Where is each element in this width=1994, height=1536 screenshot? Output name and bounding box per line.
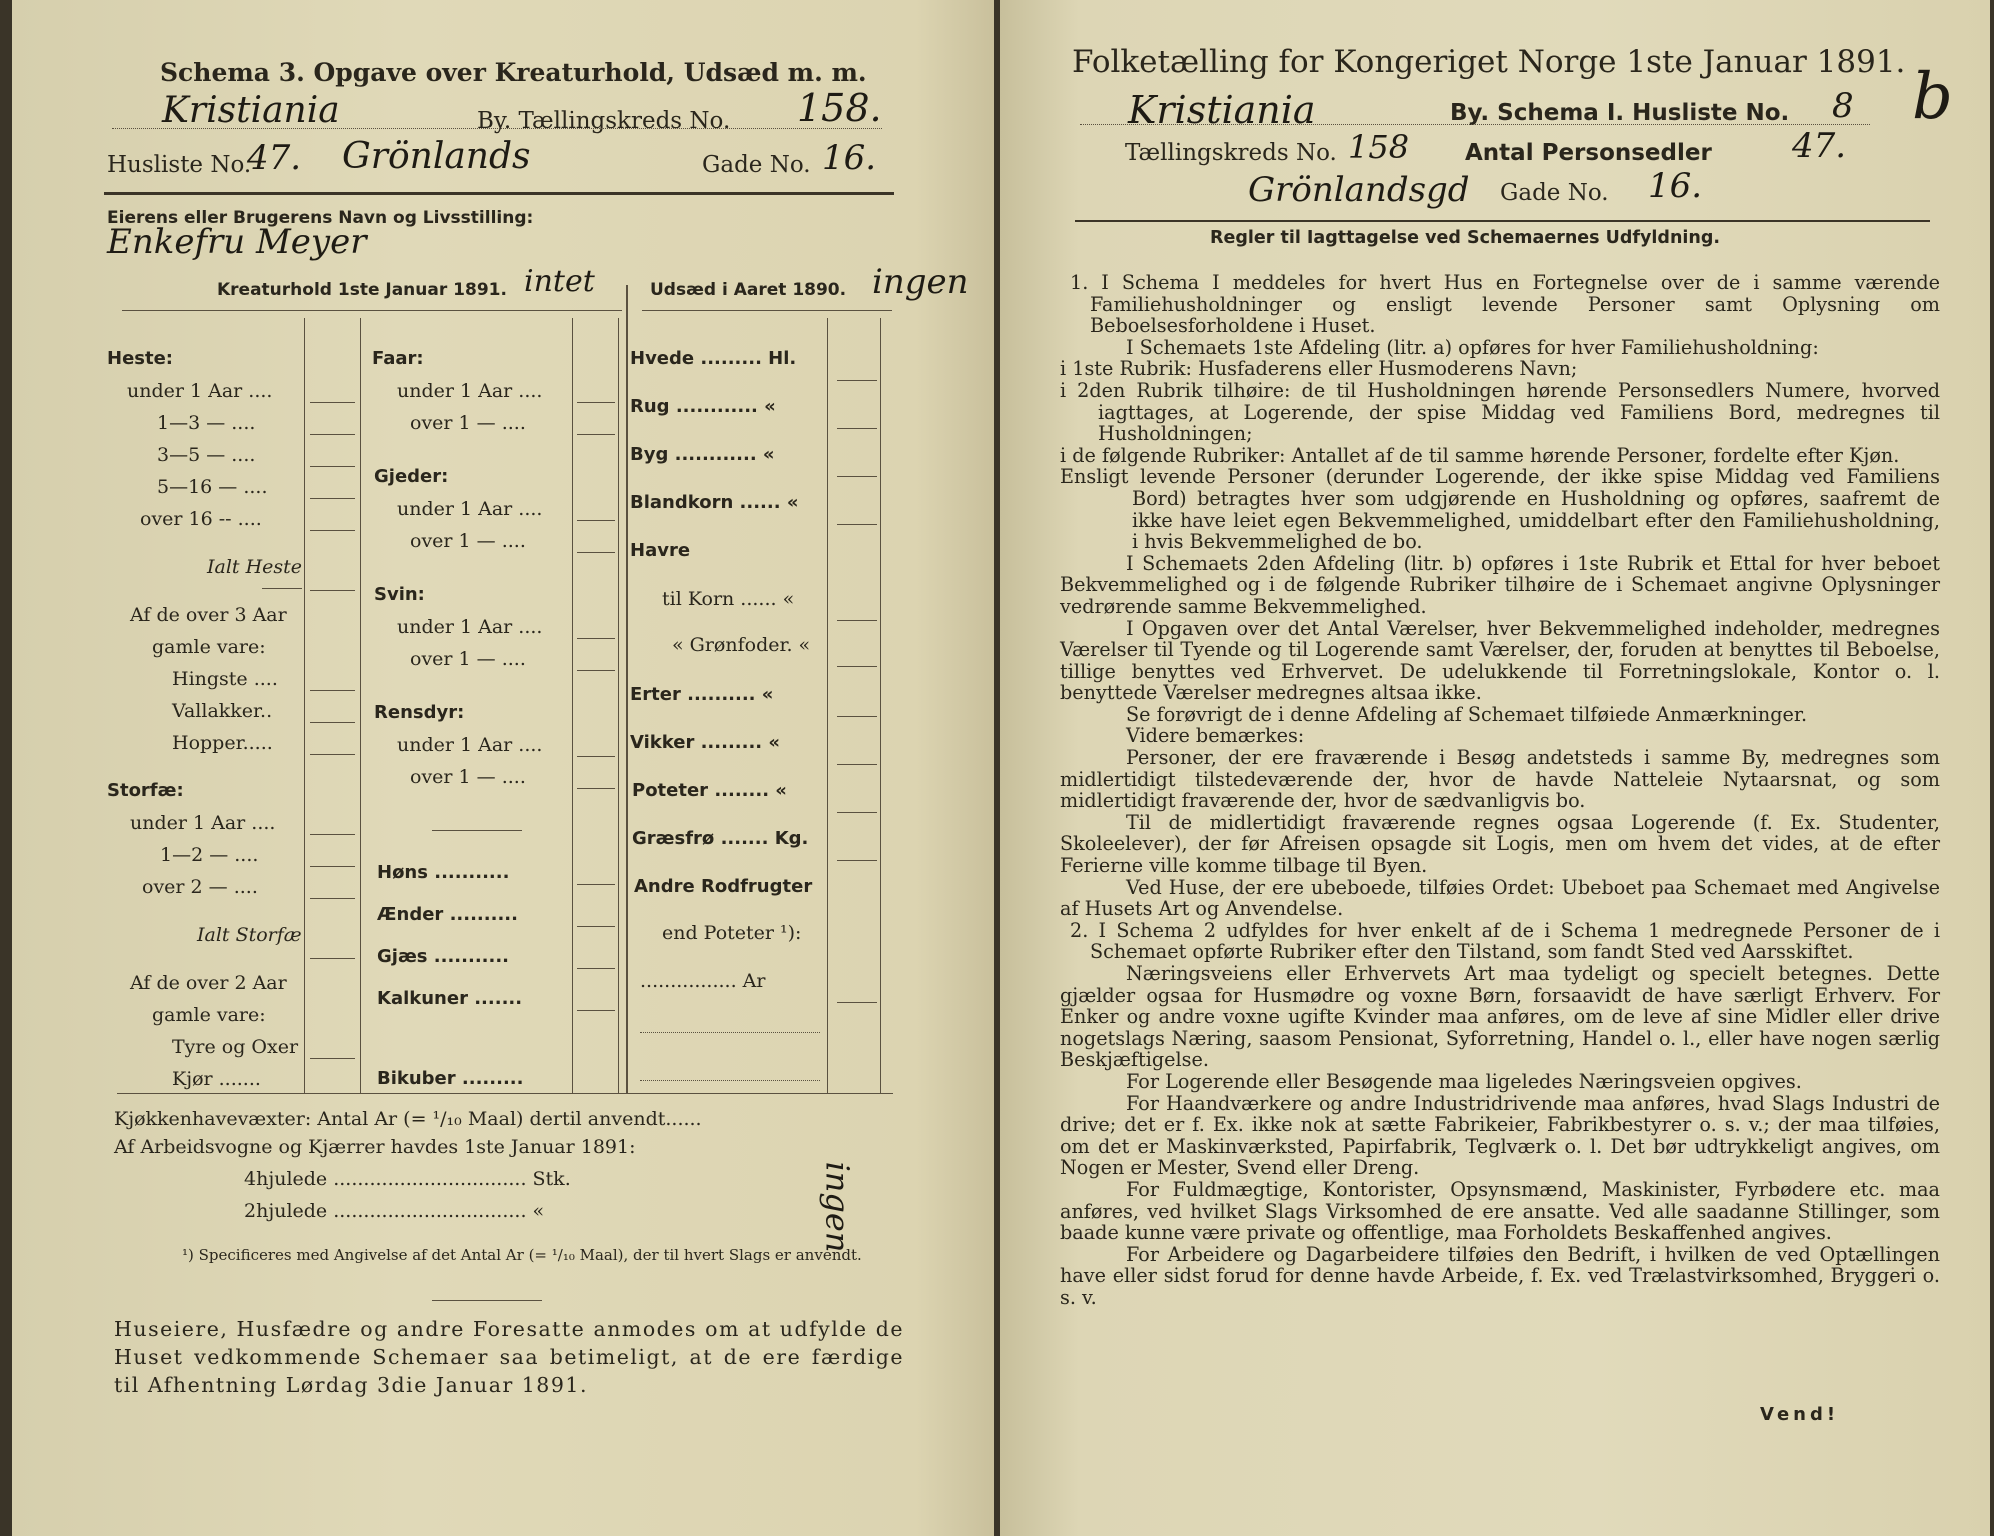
col1-row: 3—5 — .... (157, 444, 256, 466)
col1-row: over 2 — .... (142, 876, 258, 898)
vend-label: Vend! (1760, 1404, 1840, 1425)
answer-line (310, 530, 355, 531)
kreds-label: Tællingskreds No. (1125, 140, 1337, 166)
answer-line (837, 620, 877, 621)
street-handwritten: Grönlandsgd (1248, 170, 1470, 210)
kreds-handwritten: 158 (1348, 128, 1410, 166)
column-divider (304, 318, 305, 1093)
col2-row: Ænder .......... (377, 904, 518, 925)
answer-line (310, 590, 355, 591)
rule-paragraph: For Haandværkere og andre Industridrivende maa anføres, hvad Slags Industri de drive; det er f. Ex. ikke nok at sætte Fabrikeier, Fabrikbestyrer o. s. v.; der maa tilføies, om det er Maskinværksted, Papirfabrik, Teglværk o. l. Det bør udtrykkeligt angives, om Nogen er Mester, Svend eller Dreng. (1060, 1091, 1940, 1180)
rule-paragraph: Se forøvrigt de i denne Afdeling af Schemaet tilføiede Anmærkninger. (1126, 702, 1808, 726)
hjul4-line: 4hjulede ................................ Stk. (244, 1168, 571, 1190)
gade-label: Gade No. (702, 152, 811, 178)
sum-rule (432, 830, 522, 831)
answer-line (310, 1058, 355, 1059)
col3-row: Blandkorn ...... « (630, 492, 799, 513)
notice-text: Huseiere, Husfædre og andre Foresatte anmodes om at udfylde de Huset vedkommende Schemaer saa betimeligt, at de ere færdige til Afhentning Lørdag 3die Januar 1891. (114, 1317, 904, 1397)
answer-line (577, 1010, 615, 1011)
owner-label: Eierens eller Brugerens Navn og Livsstilling: (107, 208, 534, 228)
left-page (12, 0, 994, 1536)
col3-row: til Korn ...... « (662, 588, 795, 610)
answer-line (640, 1080, 820, 1081)
street-handwritten: Grönlands (342, 136, 531, 177)
col3-row: Rug ............ « (630, 396, 776, 417)
dotted-line (1080, 124, 1870, 125)
answer-line (310, 498, 355, 499)
col3-row: ................ Ar (640, 970, 766, 992)
col2-row: over 1 — .... (410, 412, 526, 434)
table-header-rule (642, 310, 892, 311)
rule-paragraph: For Logerende eller Besøgende maa ligeledes Næringsveien opgives. (1126, 1069, 1802, 1093)
answer-line (577, 434, 615, 435)
col3-row: « Grønfoder. « (672, 634, 811, 656)
answer-line (310, 434, 355, 435)
rule-paragraph: 1. I Schema I meddeles for hvert Hus en Fortegnelse over de i samme værende Familiehusholdninger og ensligt levende Personer samt Oplysning om Beboelsesforholdene i Huset. (1070, 271, 1940, 338)
kreaturhold-header: Kreaturhold 1ste Januar 1891. (217, 280, 507, 300)
corner-handwritten: b (1912, 60, 1953, 134)
rule-paragraph: I Schemaets 1ste Afdeling (litr. a) opføres for hver Familiehusholdning: (1126, 335, 1819, 359)
col1-row: Af de over 2 Aar (130, 972, 287, 994)
rule-paragraph: i 1ste Rubrik: Husfaderens eller Husmoderens Navn; (1060, 357, 1578, 381)
arbeidsvogne-line: Af Arbeidsvogne og Kjærrer havdes 1ste Januar 1891: (114, 1136, 636, 1158)
rule-paragraph: I Schemaets 2den Afdeling (litr. b) opføres i 1ste Rubrik et Ettal for hver beboet Bekvemmelighed og i de følgende Rubriker tilhøire de i Schemaet angivne Oplysninger vedrørende samme Bekvemmelighed. (1060, 551, 1940, 618)
answer-line (310, 958, 355, 959)
column-divider (618, 318, 619, 1093)
owner-handwritten: Enkefru Meyer (107, 222, 367, 262)
col1-row: 5—16 — .... (157, 476, 268, 498)
col1-row: under 1 Aar .... (130, 812, 276, 834)
rule-paragraph: Til de midlertidigt fraværende regnes ogsaa Logerende (f. Ex. Studenter, Skoleelever), der før Afreisen opsagde sit Logis, men om hvem det vides, at de efter Ferierne ville komme tilbage til Byen. (1060, 810, 1940, 878)
col2-row: under 1 Aar .... (397, 734, 543, 756)
answer-line (577, 552, 615, 553)
answer-line (837, 428, 877, 429)
header-rule (1075, 220, 1930, 222)
col2-row: over 1 — .... (410, 648, 526, 670)
rule-paragraph: For Arbeidere og Dagarbeidere tilføies den Bedrift, i hvilken de ved Optællingen have eller sidst forud for denne havde Arbeide, f. Ex. ved Trælastvirksomhed, Bryggeri o. s. v. (1060, 1242, 1940, 1309)
answer-line (640, 1032, 820, 1033)
col3-row: Vikker ......... « (630, 732, 781, 753)
col3-row: Byg ............ « (630, 444, 775, 465)
col3-row: Græsfrø ....... Kg. (632, 828, 809, 849)
rule-paragraph: Ensligt levende Personer (derunder Logerende, der ikke spise Middag ved Familiens Bord) betragtes hver som udgjørende en Husholdning og opføres, saafremt de ikke have leiet egen Bekvemmelighed, umiddelbart efter den Familiehusholdning, i hvis Bekvemmelighed de bo. (1060, 465, 1940, 554)
kreds-handwritten: 158. (797, 86, 882, 130)
kreaturhold-handwritten: intet (524, 264, 595, 299)
col2-row: under 1 Aar .... (397, 380, 543, 402)
col3-row: Hvede ......... Hl. (630, 348, 797, 369)
col2-row: Kalkuner ....... (377, 988, 523, 1009)
answer-line (577, 520, 615, 521)
col2-row: over 1 — .... (410, 530, 526, 552)
col1-row: Tyre og Oxer (172, 1036, 299, 1058)
husliste-label: Husliste No. (107, 152, 252, 178)
col1-row: 1—2 — .... (160, 844, 259, 866)
rule-paragraph: Næringsveiens eller Erhvervets Art maa tydeligt og specielt betegnes. Dette gjælder ogsaa for Husmødre og voxne Børn, forsaavidt de have særligt Erhverv. For Enker og andre voxne ugifte Kvinder maa anføres, om de leve af sine Midler eller drive nogetslags Næring, saasom Pensionat, Syforretning, Handel o. l., eller have nogen særlig Beskjæftigelse. (1060, 962, 1940, 1072)
col2-row: Svin: (374, 584, 425, 605)
col1-row: under 1 Aar .... (127, 380, 273, 402)
col2-row: Gjæs ........... (377, 946, 510, 967)
vogne-handwritten: ingen (818, 1161, 857, 1253)
column-divider (880, 318, 881, 1093)
col1-row: Storfæ: (107, 780, 184, 801)
col1-row: over 16 -- .... (140, 508, 262, 530)
footnote: ¹) Specificeres med Angivelse af det Antal Ar (= ¹/₁₀ Maal), der til hvert Slags er anvendt. (182, 1246, 862, 1264)
answer-line (310, 690, 355, 691)
col1-row: Ialt Heste (207, 556, 303, 578)
table-header-rule (122, 310, 622, 311)
col2-row: under 1 Aar .... (397, 616, 543, 638)
col2-row: under 1 Aar .... (397, 498, 543, 520)
table-bottom-rule (117, 1093, 893, 1094)
col1-row: gamle vare: (152, 1004, 266, 1026)
city-handwritten: Kristiania (1128, 88, 1316, 132)
column-divider (626, 285, 628, 1093)
col3-row: Havre (630, 540, 691, 561)
col1-row: Kjør ....... (172, 1068, 261, 1090)
gade-handwritten: 16. (1648, 166, 1703, 206)
answer-line (837, 380, 877, 381)
answer-line (577, 402, 615, 403)
col1-row: gamle vare: (152, 636, 266, 658)
col1-row: Af de over 3 Aar (130, 604, 287, 626)
rule-paragraph: 2. I Schema 2 udfyldes for hver enkelt af de i Schema 1 medregnede Personer de i Schemaet opførte Rubriker efter den Tilstand, som fandt Sted ved Aarsskiftet. (1070, 918, 1940, 964)
hjul2-line: 2hjulede ................................ « (244, 1200, 545, 1222)
col2-row: Bikuber ......... (377, 1068, 524, 1089)
rule-paragraph: Videre bemærkes: (1126, 724, 1305, 748)
col2-row: over 1 — .... (410, 766, 526, 788)
rule-paragraph: i de følgende Rubriker: Antallet af de til samme hørende Personer, fordelte efter Kjøn. (1060, 443, 1900, 467)
rule-paragraph: I Opgaven over det Antal Værelser, hver Bekvemmelighed indeholder, medregnes Værelser til Tyende og til Logerende samt Værelser, der, foruden at benyttes til Beboelse, tillige benyttes ved Erhvervet. De udelukkende til Forretningslokale, Kontor o. l. benyttede Værelser medregnes altsaa ikke. (1060, 616, 1940, 705)
column-divider (360, 318, 361, 1093)
antal-handwritten: 47. (1792, 126, 1847, 166)
answer-line (577, 788, 615, 789)
gade-handwritten: 16. (822, 138, 877, 178)
rule-paragraph: Ved Huse, der ere ubeboede, tilføies Ordet: Ubeboet paa Schemaet med Angivelse af Husets Art og Anvendelse. (1060, 875, 1940, 921)
column-divider (572, 318, 573, 1093)
answer-line (837, 476, 877, 477)
answer-line (310, 722, 355, 723)
antal-label: Antal Personsedler (1465, 140, 1712, 166)
answer-line (310, 754, 355, 755)
separator-rule (432, 1300, 542, 1301)
col2-row: Faar: (372, 348, 424, 369)
col1-row: 1—3 — .... (157, 412, 256, 434)
answer-line (837, 524, 877, 525)
col1-row: Vallakker.. (172, 700, 273, 722)
answer-line (577, 756, 615, 757)
col3-row: end Poteter ¹): (662, 922, 802, 944)
rule-paragraph: Personer, der ere fraværende i Besøg andetsteds i samme By, medregnes som midlertidigt tilstedeværende der, hvor de havde Natteleie Nytaarsnat, og som midlertidigt fraværende der, hvor de sædvanligvis bo. (1060, 746, 1940, 813)
husliste-handwritten: 47. (247, 138, 302, 178)
answer-line (577, 670, 615, 671)
right-page (1000, 0, 1990, 1536)
col1-row: Hingste .... (172, 668, 278, 690)
answer-line (577, 926, 615, 927)
kjokken-line: Kjøkkenhavevæxter: Antal Ar (= ¹/₁₀ Maal) dertil anvendt...... (114, 1108, 702, 1130)
gade-label: Gade No. (1500, 180, 1609, 206)
answer-line (837, 764, 877, 765)
col1-row: Ialt Storfæ (197, 924, 302, 946)
city-handwritten: Kristiania (162, 90, 340, 131)
rule-paragraph: i 2den Rubrik tilhøire: de til Husholdningen hørende Personsedlers Numere, hvorved iagttages, at Logerende, der spise Middag ved Familiens Bord, medregnes til Husholdningen; (1060, 378, 1940, 446)
answer-line (837, 666, 877, 667)
sum-rule (262, 588, 302, 589)
col3-row: Poteter ........ « (632, 780, 787, 801)
col3-row: Andre Rodfrugter (634, 876, 813, 897)
udsaed-handwritten: ingen (872, 262, 969, 302)
col2-row: Høns ........... (377, 862, 510, 883)
left-title: Schema 3. Opgave over Kreaturhold, Udsæd m. m. (160, 58, 867, 87)
right-title: Folketælling for Kongeriget Norge 1ste Januar 1891. (1072, 44, 1906, 80)
by-schema-label: By. Schema I. Husliste No. (1450, 100, 1790, 126)
col1-row: Hopper..... (172, 732, 273, 754)
rule-paragraph: For Fuldmægtige, Kontorister, Opsynsmænd, Maskinister, Fyrbødere etc. maa anføres, ved hvilket Slags Virksomhed de ere ansatte. Ved alle saadanne Stillinger, som baade kunne være private og offentlige, maa Forholdets Beskaffenhed angives. (1060, 1177, 1940, 1245)
answer-line (837, 860, 877, 861)
answer-line (837, 716, 877, 717)
col2-row: Rensdyr: (374, 702, 465, 723)
answer-line (577, 638, 615, 639)
answer-line (310, 402, 355, 403)
rules-title: Regler til Iagttagelse ved Schemaernes Udfyldning. (1210, 228, 1721, 248)
col3-row: Erter .......... « (630, 684, 774, 705)
answer-line (837, 1002, 877, 1003)
answer-line (577, 884, 615, 885)
header-rule (104, 192, 894, 195)
answer-line (310, 866, 355, 867)
answer-line (310, 466, 355, 467)
udsaed-header: Udsæd i Aaret 1890. (650, 280, 847, 300)
dotted-line (112, 128, 882, 129)
column-divider (827, 318, 828, 1093)
col1-row: Heste: (107, 348, 173, 369)
answer-line (577, 968, 615, 969)
by-label: By. Tællingskreds No. (477, 108, 731, 134)
answer-line (837, 812, 877, 813)
col2-row: Gjeder: (374, 466, 449, 487)
answer-line (310, 898, 355, 899)
answer-line (310, 834, 355, 835)
rules-body (1060, 272, 1940, 1309)
husliste-handwritten: 8 (1832, 86, 1854, 126)
